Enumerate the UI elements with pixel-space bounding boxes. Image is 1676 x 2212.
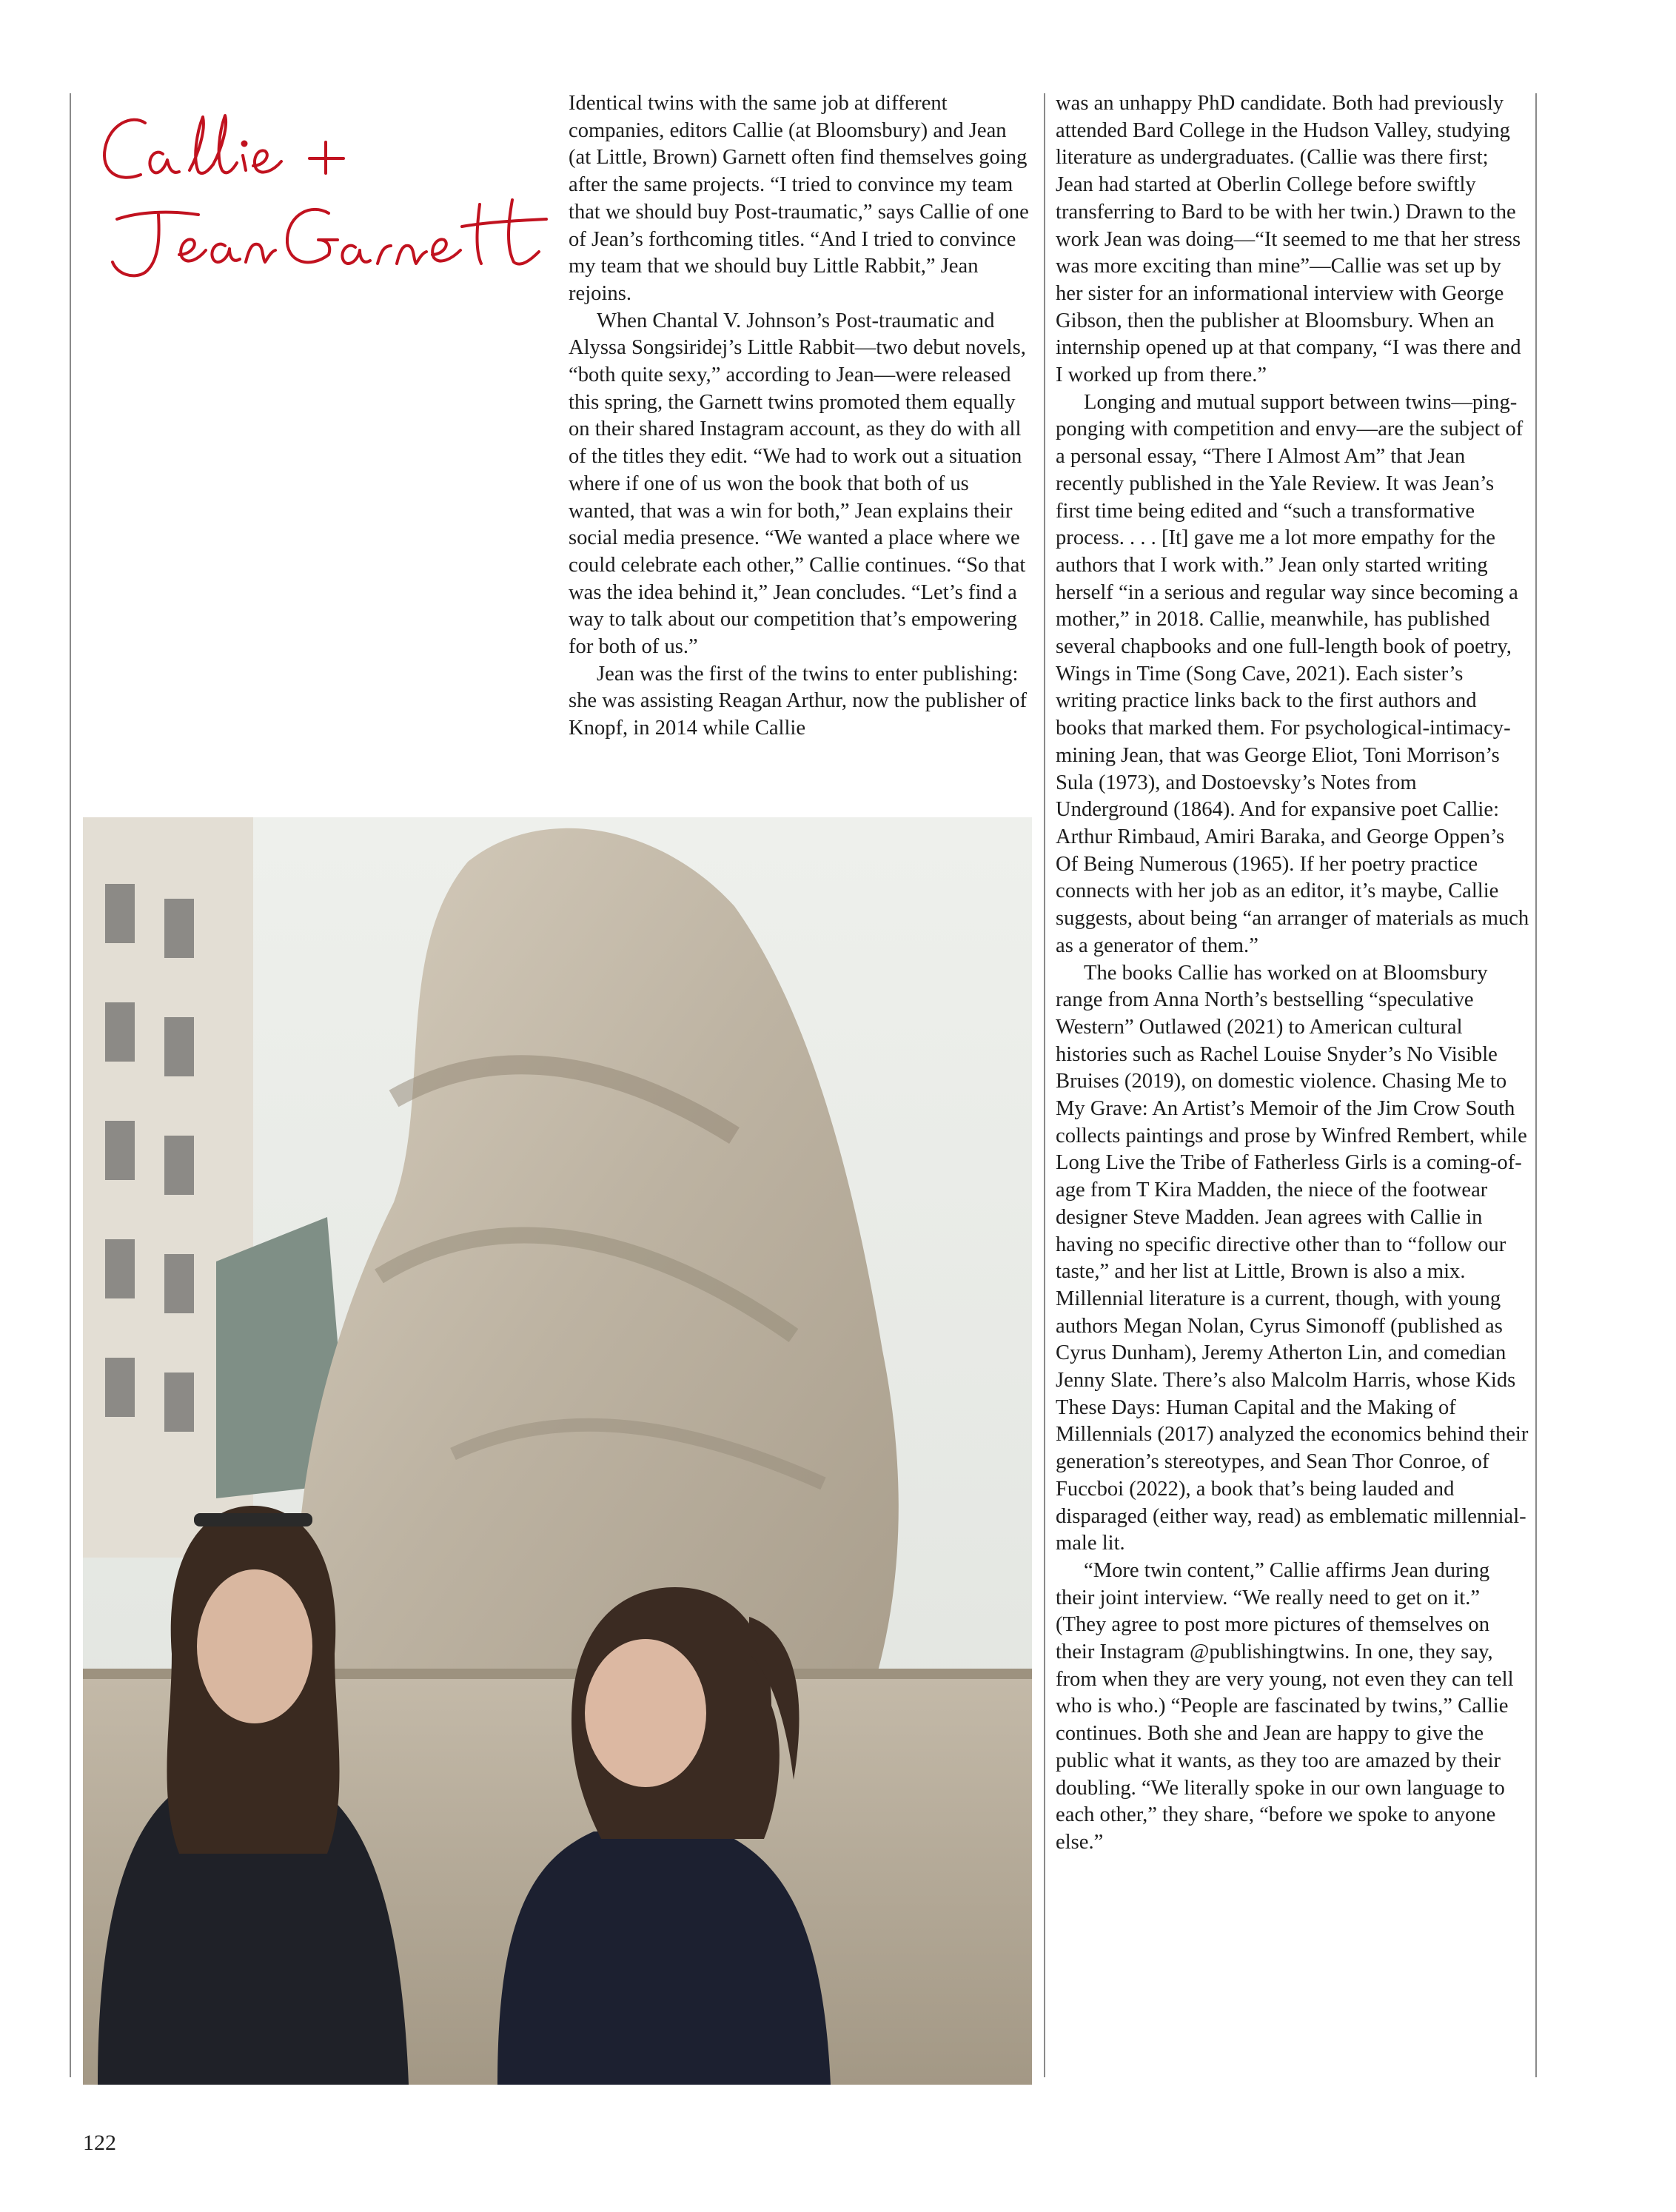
paragraph: The books Callie has worked on at Bloomsbury range from Anna North’s bestselling “speculative Western” Outlawed (2021) to American cultural histories such as Rachel Louise Snyder’s No Visible Bruises (2019), on domestic violence. Chasing Me to My Grave: An Artist’s Memoir of the Jim Crow South collects paintings and prose by Winfred Rembert, while Long Live the Tribe of Fatherless Girls is a coming-of-age from T Kira Madden, the niece of the footwear designer Steve Madden. Jean agrees with Callie in having no specific directive other than to “follow our taste,” and her list at Little, Brown is also a mix. Millennial literature is a current, though, with young authors Megan Nolan, Cyrus Simonoff (published as Cyrus Dunham), Jeremy Atherton Lin, and comedian Jenny Slate. There’s also Malcolm Harris, whose Kids These Days: Human Capital and the Making of Millennials (2017) analyzed the economics behind their generation’s stereotypes, and Sean Thor Conroe, of Fuccboi (2022), a book that’s being lauded and disparaged (either way, read) as emblematic millennial-male lit. [1056,961,1529,1555]
paragraph: When Chantal V. Johnson’s Post-traumatic and Alyssa Songsiridej’s Little Rabbit—two debut novels, “both quite sexy,” according to Jean—were released this spring, the Garnett twins promoted them equally on their shared Instagram account, as they do with all of the titles they edit. “We had to work out a situation where if one of us won the book that both of us wanted, that was a win for both,” Jean explains their social media presence. “We wanted a place where we could celebrate each other,” Callie continues. “So that was the idea behind it,” Jean concludes. “Let’s find a way to talk about our competition that’s empowering for both of us.” [569,309,1026,659]
twins-photograph [83,817,1032,2085]
paragraph: Identical twins with the same job at different companies, editors Callie (at Bloomsbury) and Jean (at Little, Brown) Garnett often find themselves going after the same projects. “I tried to convince my team that we should buy Post-traumatic,” says Callie of one of Jean’s forthcoming titles. “And I tried to convince my team that we should buy Little Rabbit,” Jean rejoins. [569,92,1029,305]
article-column-right [1056,90,1529,1857]
column-rule-left [70,93,71,2077]
column-rule-right [1535,93,1537,2077]
page-number: 122 [83,2131,116,2155]
paragraph: Longing and mutual support between twins—ping-ponging with competition and envy—are the subject of a personal essay, “There I Almost Am” that Jean recently published in the Yale Review. It was Jean’s first time being edited and “such a transformative process. . . . [It] gave me a lot more empathy for the authors that I work with.” Jean only started writing herself “in a serious and regular way since becoming a mother,” in 2018. Callie, meanwhile, has published several chapbooks and one full-length book of poetry, Wings in Time (Song Cave, 2021). Each sister’s writing practice links back to the first authors and books that marked them. For psychological-intimacy-mining Jean, that was George Eliot, Toni Morrison’s Sula (1973), and Dostoevsky’s Notes from Underground (1864). And for expansive poet Callie: Arthur Rimbaud, Amiri Baraka, and George Oppen’s Of Being Numerous (1965). If her poetry practice connects with her job as an editor, it’s maybe, Callie suggests, about being “an arranger of materials as much as a generator of them.” [1056,390,1529,957]
paragraph: “More twin content,” Callie affirms Jean during their joint interview. “We really need to get on it.” (They agree to post more pictures of themselves on their Instagram @publishingtwins. In one, they say, from when they are very young, not even they can tell who is who.) “People are fascinated by twins,” Callie continues. Both she and Jean are happy to give the public what it wants, as they too are amazed by their doubling. “We literally spoke in our own language to each other,” they share, “before we spoke to anyone else.” [1056,1558,1514,1854]
paragraph: was an unhappy PhD candidate. Both had previously attended Bard College in the Hudson Valley, studying literature as undergraduates. (Callie was there first; Jean had started at Oberlin College before swiftly transferring to Bard to be with her twin.) Drawn to the work Jean was doing—“It seemed to me that her stress was more exciting than mine”—Callie was set up by her sister for an informational interview with George Gibson, then the publisher at Bloomsbury. When an internship opened up at that company, “I was there and I worked up from there.” [1056,92,1521,387]
handwritten-headline [87,87,561,309]
column-rule-middle [1044,93,1045,2077]
paragraph: Jean was the first of the twins to enter publishing: she was assisting Reagan Arthur, now the publisher of Knopf, in 2014 while Callie [569,662,1028,740]
article-column-left [569,90,1029,743]
